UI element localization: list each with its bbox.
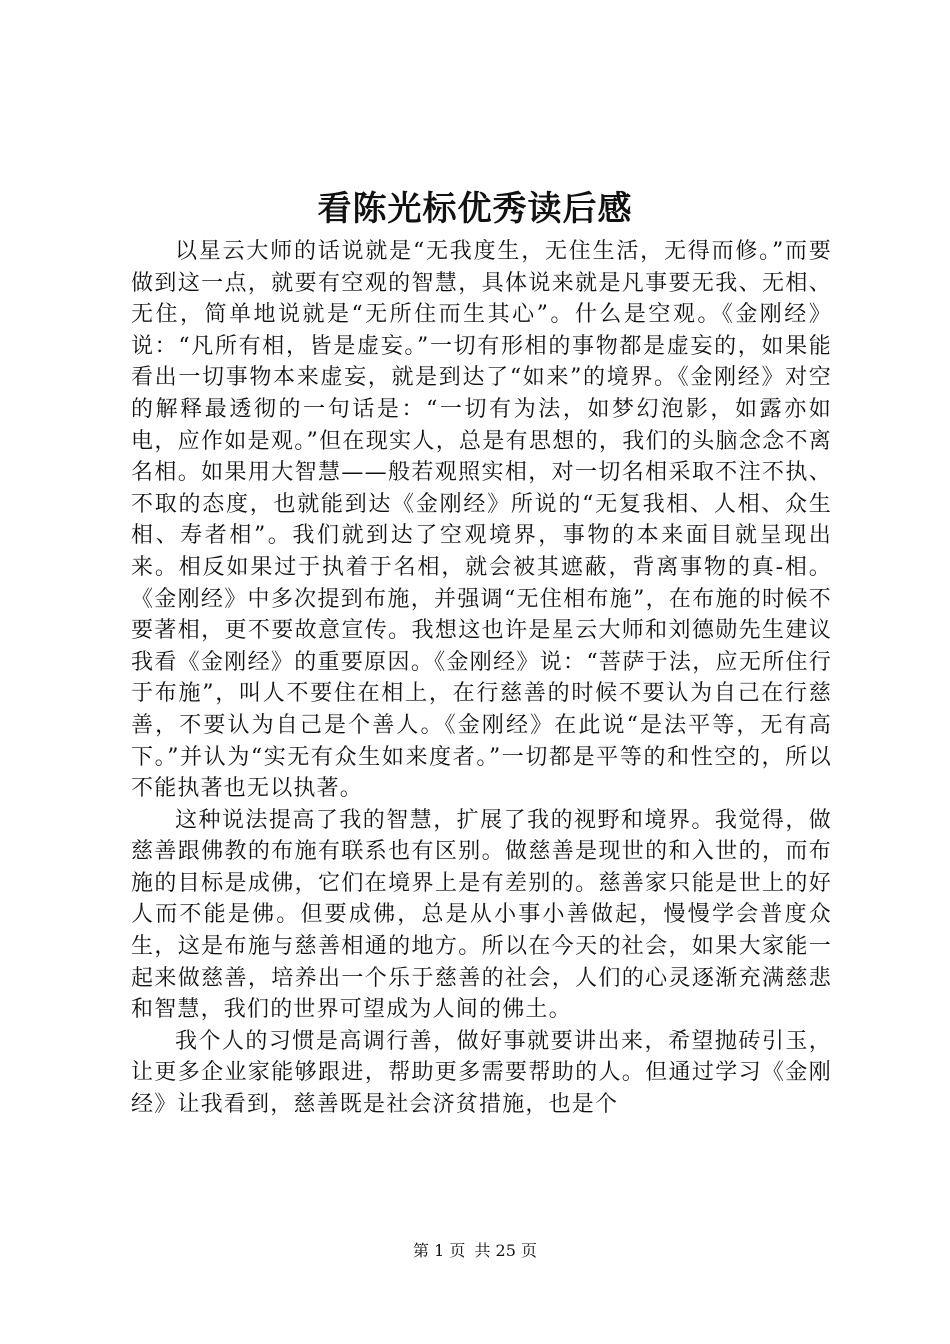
paragraph-2: 这种说法提高了我的智慧，扩展了我的视野和境界。我觉得，做慈善跟佛教的布施有联系也有区别。做慈善是现世的和入世的，而布施的目标是成佛，它们在境界上是有差别的。慈善家只能是世上的好人而不能是佛。但要成佛，总是从小事小善做起，慢慢学会普度众生，这是布施与慈善相通的地方。所以在今天的社会，如果大家能一起来做慈善，培养出一个乐于慈善的社会，人们的心灵逐渐充满慈悲和智慧，我们的世界可望成为人间的佛土。 (131, 807, 832, 1023)
paragraph-1: 以星云大师的话说就是“无我度生，无住生活，无得而修。”而要做到这一点，就要有空观的智慧，具体说来就是凡事要无我、无相、无住，简单地说就是“无所住而生其心”。什么是空观。《金刚经》说：“凡所有相，皆是虚妄。”一切有形相的事物都是虚妄的，如果能看出一切事物本来虚妄，就是到达了“如来”的境界。《金刚经》对空的解释最透彻的一句话是：“一切有为法，如梦幻泡影，如露亦如电，应作如是观。”但在现实人，总是有思想的，我们的头脑念念不离名相。如果用大智慧——般若观照实相，对一切名相采取不注不执、不取的态度，也就能到达《金刚经》所说的“无复我相、人相、众生相、寿者相”。我们就到达了空观境界，事物的本来面目就呈现出来。相反如果过于执着于名相，就会被其遮蔽，背离事物的真-相。《金刚经》中多次提到布施，并强调“无住相布施”，在布施的时候不要著相，更不要故意宣传。我想这也许是星云大师和刘德勋先生建议我看《金刚经》的重要原因。《金刚经》说：“菩萨于法，应无所住行于布施”，叫人不要住在相上，在行慈善的时候不要认为自己在行慈善，不要认为自己是个善人。《金刚经》在此说“是法平等，无有高下。”并认为“实无有众生如来度者。”一切都是平等的和性空的，所以不能执著也无以执著。 (131, 239, 832, 802)
page-footer (0, 1239, 950, 1263)
paragraph-3: 我个人的习惯是高调行善，做好事就要讲出来，希望抛砖引玉，让更多企业家能够跟进，帮助更多需要帮助的人。但通过学习《金刚经》让我看到，慈善既是社会济贫措施，也是个 (131, 1028, 832, 1118)
page-total: 共 25 页 (474, 1241, 537, 1260)
document-title: 看陈光标优秀读后感 (317, 189, 633, 229)
page-number: 第 1 页 (413, 1241, 466, 1260)
document-body (131, 236, 832, 1121)
